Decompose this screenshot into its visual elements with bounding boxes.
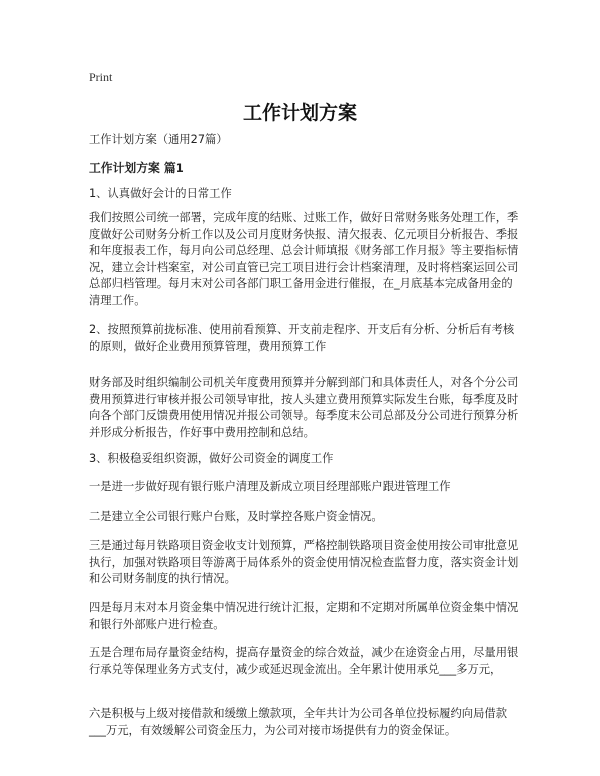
paragraph-8: 六是积极与上级对接借款和缓缴上缴款项，全年共计为公司各单位投标履约向局借款___万元，有效缓解公司资金压力，为公司对接市场提供有力的资金保证。 — [89, 707, 507, 737]
item-heading-1: 1、认真做好会计的日常工作 — [89, 187, 232, 200]
document-subtitle: 工作计划方案（通用27篇） — [89, 133, 228, 146]
section-heading: 工作计划方案 篇1 — [89, 161, 184, 175]
item-heading-3: 3、积极稳妥组织资源，做好公司资金的调度工作 — [89, 452, 334, 465]
document-title: 工作计划方案 — [242, 102, 357, 124]
item-heading-2: 2、按照预算前拢标准、使用前看预算、开支前走程序、开支后有分析、分析后有考核的原则，做好企业费用预算管理，费用预算工作 — [89, 323, 515, 353]
paragraph-3: 一是进一步做好现有银行账户清理及新成立项目经理部账户跟进管理工作 — [89, 480, 451, 493]
paragraph-6: 四是每月末对本月资金集中情况进行统计汇报，定期和不定期对所属单位资金集中情况和银行外部账户进行检查。 — [89, 601, 519, 631]
paragraph-4: 二是建立全公司银行账户台账，及时掌控各账户资金情况。 — [89, 510, 383, 523]
paragraph-7: 五是合理布局存量资金结构，提高存量资金的综合效益，减少在途资金占用，尽量用银行承兑等保理业务方式支付，减少或延迟现金流出。全年累计使用承兑___多万元， — [89, 646, 519, 676]
print-link[interactable]: Print — [89, 70, 113, 84]
paragraph-5: 三是通过每月铁路项目资金收支计划预算，严格控制铁路项目资金使用按公司审批意见执行，加强对铁路项目等游离于局体系外的资金使用情况检查监督力度，落实资金计划和公司财务制度的执行情况。 — [89, 539, 519, 585]
paragraph-2: 财务部及时组织编制公司机关年度费用预算并分解到部门和具体责任人，对各个分公司费用预算进行审核并报公司领导审批，按人头建立费用预算实际发生台账，每季度及时向各个部门反馈费用使用情况并报公司领导。每季度末公司总部及分公司进行预算分析并形成分析报告，作好事中费用控制和总结。 — [89, 376, 519, 439]
paragraph-1: 我们按照公司统一部署，完成年度的结账、过账工作，做好日常财务账务处理工作，季度做好公司财务分析工作以及公司月度财务快报、清欠报表、亿元项目分析报告、季报和年度报表工作，每月向公司总经理、总会计师填报《财务部工作月报》等主要指标情况，建立会计档案室，对公司直管已完工项目进行会计档案清理，及时将档案运回公司总部归档管理。每月末对公司各部门职工备用金进行催报，在_月底基本完成备用金的清理工作。 — [89, 211, 519, 307]
